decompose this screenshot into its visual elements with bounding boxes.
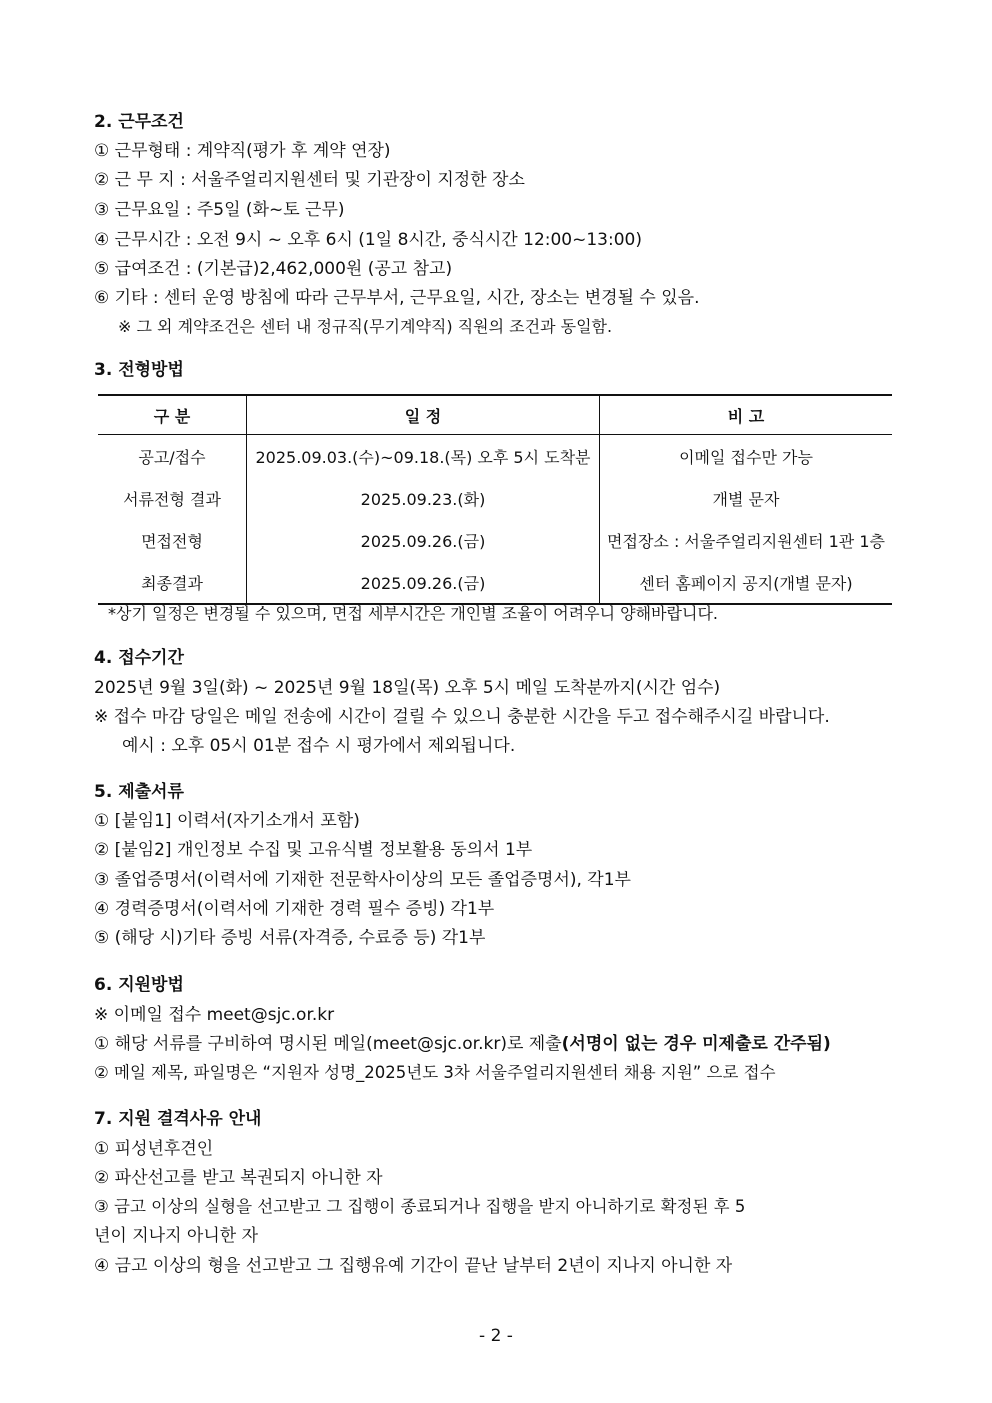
sec7-item-3: ③ 금고 이상의 실형을 선고받고 그 집행이 종료되거나 집행을 받지 아니하기로 확정된 후 5 xyxy=(94,1197,746,1216)
cell-remarks: 면접장소 : 서울주얼리지원센터 1관 1층 xyxy=(600,519,893,561)
cell-schedule: 2025.09.23.(화) xyxy=(247,477,600,519)
section-4-title: 4. 접수기간 xyxy=(94,648,184,668)
page-number: - 2 - xyxy=(479,1326,513,1346)
sec2-item-5: ⑤ 급여조건 : (기본급)2,462,000원 (공고 참고) xyxy=(94,259,453,279)
schedule-note: *상기 일정은 변경될 수 있으며, 면접 세부시간은 개인별 조율이 어려우니 양해바랍니다. xyxy=(108,604,718,623)
sec7-item-4: ④ 금고 이상의 형을 선고받고 그 집행유예 기간이 끝난 날부터 2년이 지나지 아니한 자 xyxy=(94,1256,733,1276)
sec6-item-1 xyxy=(94,1032,831,1056)
sec7-item-2: ② 파산선고를 받고 복권되지 아니한 자 xyxy=(94,1168,383,1188)
sec5-item-3: ③ 졸업증명서(이력서에 기재한 전문학사이상의 모든 졸업증명서), 각1부 xyxy=(94,870,631,890)
sec2-note: ※ 그 외 계약조건은 센터 내 정규직(무기계약직) 직원의 조건과 동일함. xyxy=(118,317,613,336)
sec5-item-4: ④ 경력증명서(이력서에 기재한 경력 필수 증빙) 각1부 xyxy=(94,899,495,919)
header-remarks: 비 고 xyxy=(600,395,893,435)
section-2-title: 2. 근무조건 xyxy=(94,112,184,132)
section-5-title: 5. 제출서류 xyxy=(94,782,184,802)
cell-schedule: 2025.09.03.(수)~09.18.(목) 오후 5시 도착분 xyxy=(247,435,600,478)
cell-category: 면접전형 xyxy=(98,519,247,561)
sec2-item-4: ④ 근무시간 : 오전 9시 ~ 오후 6시 (1일 8시간, 중식시간 12:00~13:00) xyxy=(94,230,642,250)
sec6-item-1-warning: (서명이 없는 경우 미제출로 간주됨) xyxy=(561,1034,831,1054)
cell-schedule: 2025.09.26.(금) xyxy=(247,519,600,561)
table-row xyxy=(98,477,892,519)
header-category: 구 분 xyxy=(98,395,247,435)
sec2-item-6: ⑥ 기타 : 센터 운영 방침에 따라 근무부서, 근무요일, 시간, 장소는 변경될 수 있음. xyxy=(94,288,700,308)
cell-remarks: 센터 홈페이지 공지(개별 문자) xyxy=(600,561,893,604)
sec6-item-2: ② 메일 제목, 파일명은 “지원자 성명_2025년도 3차 서울주얼리지원센터 채용 지원” 으로 접수 xyxy=(94,1063,776,1082)
sec5-item-5: ⑤ (해당 시)기타 증빙 서류(자격증, 수료증 등) 각1부 xyxy=(94,928,486,948)
sec4-period: 2025년 9월 3일(화) ~ 2025년 9월 18일(목) 오후 5시 메일 도착분까지(시간 엄수) xyxy=(94,678,721,698)
sec4-example: 예시 : 오후 05시 01분 접수 시 평가에서 제외됩니다. xyxy=(122,736,516,756)
table-row xyxy=(98,435,892,478)
sec7-item-1: ① 피성년후견인 xyxy=(94,1139,214,1159)
cell-category: 공고/접수 xyxy=(98,435,247,478)
header-schedule: 일 정 xyxy=(247,395,600,435)
sec5-item-2: ② [붙임2] 개인정보 수집 및 고유식별 정보활용 동의서 1부 xyxy=(94,840,533,860)
table-row xyxy=(98,561,892,604)
sec6-item-1-text: ① 해당 서류를 구비하여 명시된 메일(meet@sjc.or.kr)로 제출 xyxy=(94,1034,562,1054)
schedule-table xyxy=(98,394,892,605)
section-3-title: 3. 전형방법 xyxy=(94,360,184,380)
cell-remarks: 개별 문자 xyxy=(600,477,893,519)
section-6-title: 6. 지원방법 xyxy=(94,975,184,995)
section-7-title: 7. 지원 결격사유 안내 xyxy=(94,1109,262,1129)
sec2-item-3: ③ 근무요일 : 주5일 (화~토 근무) xyxy=(94,200,345,220)
cell-category: 서류전형 결과 xyxy=(98,477,247,519)
cell-category: 최종결과 xyxy=(98,561,247,604)
cell-schedule: 2025.09.26.(금) xyxy=(247,561,600,604)
table-row xyxy=(98,519,892,561)
sec2-item-2: ② 근 무 지 : 서울주얼리지원센터 및 기관장이 지정한 장소 xyxy=(94,170,525,190)
sec2-item-1: ① 근무형태 : 계약직(평가 후 계약 연장) xyxy=(94,141,391,161)
cell-remarks: 이메일 접수만 가능 xyxy=(600,435,893,478)
sec7-item-3-cont: 년이 지나지 아니한 자 xyxy=(94,1226,259,1246)
sec6-email: ※ 이메일 접수 meet@sjc.or.kr xyxy=(94,1005,335,1025)
sec4-note: ※ 접수 마감 당일은 메일 전송에 시간이 걸릴 수 있으니 충분한 시간을 두고 접수해주시길 바랍니다. xyxy=(94,707,830,727)
sec5-item-1: ① [붙임1] 이력서(자기소개서 포함) xyxy=(94,811,360,831)
